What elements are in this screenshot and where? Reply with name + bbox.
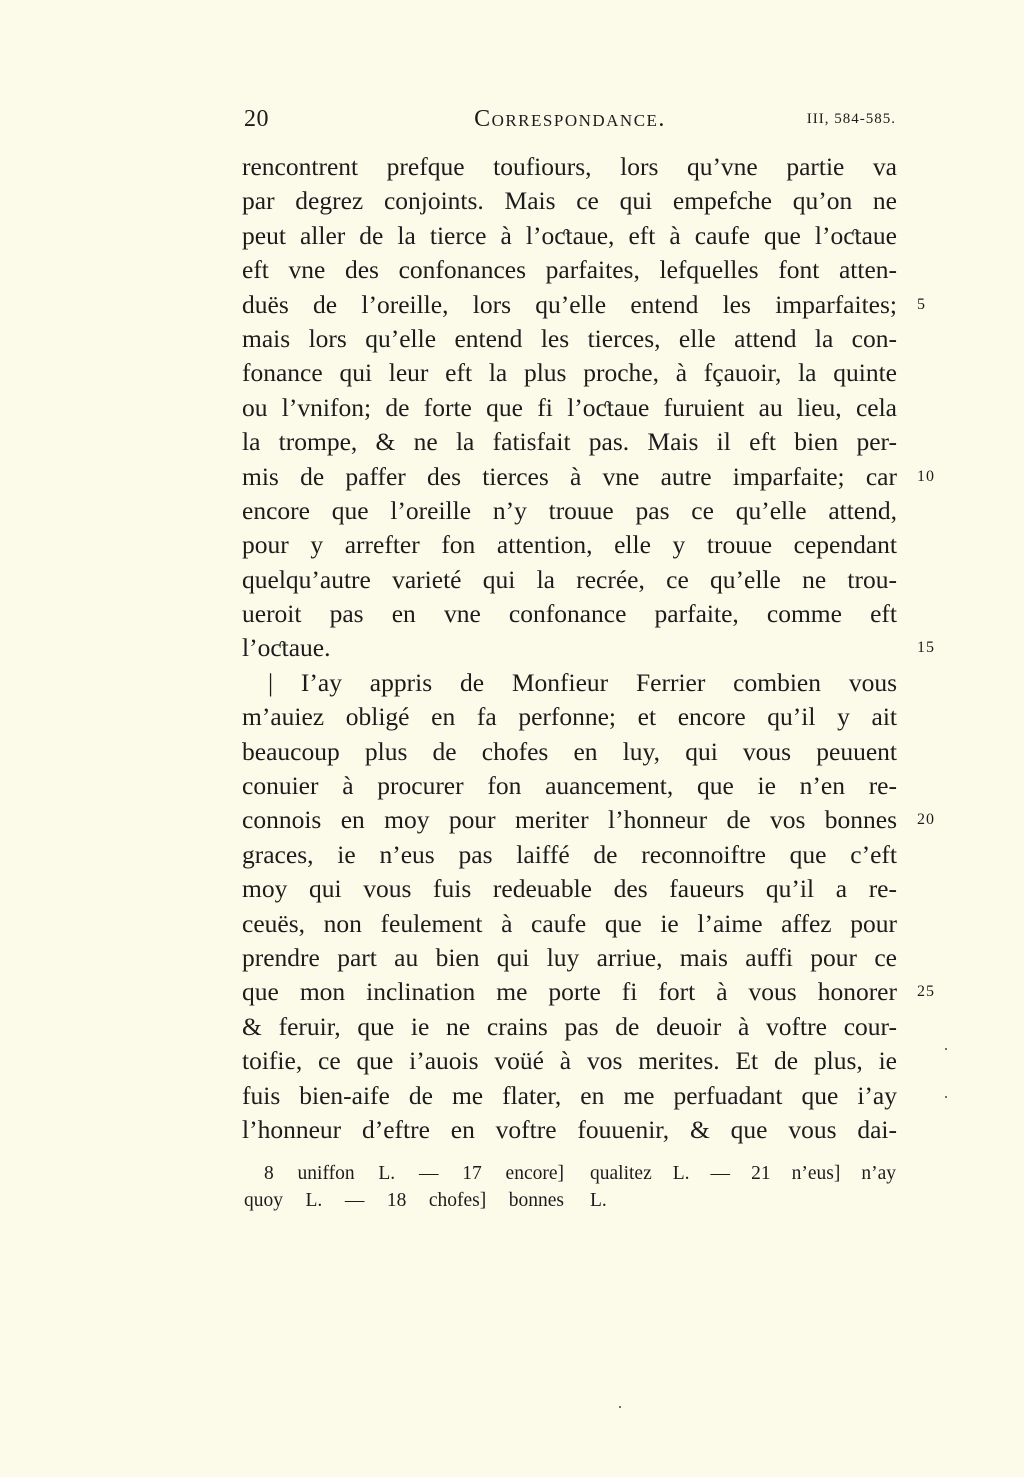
line-number: 5 [917,295,926,313]
text-line: mis de paffer des tierces à vne autre imparfaite; car 10 [242,460,897,494]
line-number: 15 [917,639,935,657]
text-line: ueroit pas en vne confonance parfaite, comme eft [242,599,897,629]
text-line: pour y arrefter fon attention, elle y trouue cependant [242,530,897,560]
text-line: l’oƈtaue. 15 [242,631,897,665]
footnote-line: 8 uniffon L. — 17 encore] [264,1163,564,1184]
text-line: par degrez conjoints. Mais ce qui empefche qu’on ne [242,186,897,216]
ink-speck [619,1406,621,1408]
line-number: 20 [917,811,935,829]
text-line: eft vne des confonances parfaites, lefquelles font atten- [242,255,897,285]
page-header [244,106,896,140]
text-line: & feruir, que ie ne crains pas de deuoir à voftre cour- [242,1011,897,1041]
footnote-line: quoy L. — 18 chofes] bonnes [244,1190,564,1211]
text-line: prendre part au bien qui luy arriue, mais auffi pour ce [242,942,897,972]
text-line: l’honneur d’eftre en voftre fouuenir, & que vous dai- [242,1114,897,1144]
body-text [242,150,935,1147]
text-line: mais lors qu’elle entend les tierces, elle attend la con- [242,323,897,353]
text-line: graces, ie n’eus pas laiffé de reconnoiftre que c’eft [242,839,897,869]
ink-speck [945,1048,947,1050]
text-line: moy qui vous fuis redeuable des faueurs qu’il a re- [242,874,897,904]
text-line: beaucoup plus de chofes en luy, qui vous peuuent [242,736,897,766]
text-line: connois en moy pour meriter l’honneur de vos bonnes 20 [242,803,897,837]
text-line: duës de l’oreille, lors qu’elle entend les imparfaites; 5 [242,288,897,322]
text-line: ceuës, non feulement à caufe que ie l’aime affez pour [242,908,897,938]
running-title: Correspondance. [474,106,666,132]
text-line: fonance qui leur eft la plus proche, à fçauoir, la quinte [242,358,897,388]
footnote-line: qualitez L. — 21 n’eus] n’ay [590,1163,896,1184]
ink-speck [945,1096,947,1098]
text-line: encore que l’oreille n’y trouue pas ce qu’elle attend, [242,495,897,525]
text-line: rencontrent prefque toufiours, lors qu’vne partie va [242,152,897,181]
footnote-column-right [590,1160,896,1214]
volume-reference: III, 584-585. [806,111,896,127]
text-line: m’auiez obligé en fa perfonne; et encore qu’il y ait [242,702,897,732]
text-line: peut aller de la tierce à l’oƈtaue, eft à caufe que l’oƈtaue [242,220,897,250]
text-line: ou l’vnifon; de forte que fi l’oƈtaue furuient au lieu, cela [242,392,897,422]
text-line: toifie, ce que i’auois voüé à vos merites. Et de plus, ie [242,1046,897,1076]
footnote-column-left [244,1160,564,1214]
text-line: la trompe, & ne la fatisfait pas. Mais il eft bien per- [242,427,897,457]
footnote-line: L. [590,1190,607,1211]
text-line: conuier à procurer fon auancement, que ie n’en re- [242,771,897,801]
line-number: 25 [917,983,935,1001]
text-line: quelqu’autre varieté qui la recrée, ce qu’elle ne trou- [242,564,897,594]
text-line: fuis bien-aife de me flater, en me perfuadant que i’ay [242,1080,897,1110]
line-number: 10 [917,467,935,485]
text-line: | I’ay appris de Monfieur Ferrier combien vous [268,667,897,697]
page-number: 20 [244,106,269,132]
text-line: que mon inclination me porte fi fort à vous honorer 25 [242,975,897,1009]
